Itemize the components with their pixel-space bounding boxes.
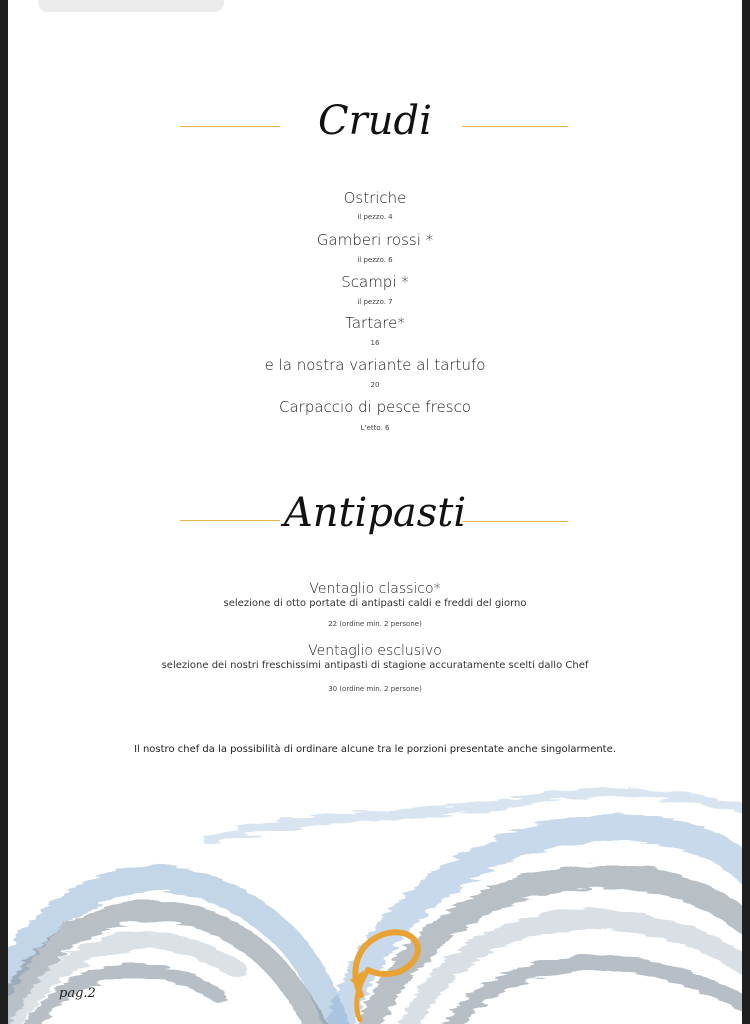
menu-item-price: 22 (ordine min. 2 persone) — [328, 620, 422, 628]
menu-item-price: L’etto. 6 — [360, 424, 390, 432]
menu-item-price: 20 — [370, 381, 380, 389]
menu-item-price: 16 — [370, 339, 380, 347]
menu-item-name: Gamberi rossi * — [316, 231, 434, 249]
menu-item-name: Scampi * — [341, 273, 409, 291]
menu-item-price: il pezzo. 4 — [357, 213, 393, 221]
menu-item-description: selezione di otto portate di antipasti caldi e freddi del giorno — [223, 598, 527, 609]
menu-item-price: il pezzo. 6 — [357, 256, 393, 264]
section-title-antipasti: Antipasti — [283, 490, 467, 536]
section-title-crudi: Crudi — [318, 98, 432, 144]
menu-item-description: selezione dei nostri freschissimi antipasti di stagione accuratamente scelti dallo Chef — [161, 660, 589, 671]
menu-page — [8, 0, 742, 1024]
menu-item-name: Ostriche — [343, 189, 407, 207]
menu-item-name: Tartare* — [345, 314, 405, 332]
menu-item-name: Carpaccio di pesce fresco — [278, 398, 471, 416]
menu-item-name: e la nostra variante al tartufo — [264, 356, 486, 374]
menu-item-price: il pezzo. 7 — [357, 298, 393, 306]
chef-note: Il nostro chef da la possibilità di ordinare alcune tra le porzioni presentate anche singolarmente. — [134, 744, 616, 755]
top-tab — [38, 0, 224, 12]
menu-item-name: Ventaglio esclusivo — [308, 643, 442, 659]
page-number: pag.2 — [59, 986, 96, 1001]
brush-waves-decoration — [8, 780, 742, 1024]
menu-item-name: Ventaglio classico* — [309, 581, 441, 597]
menu-item-price: 30 (ordine min. 2 persone) — [328, 685, 422, 693]
